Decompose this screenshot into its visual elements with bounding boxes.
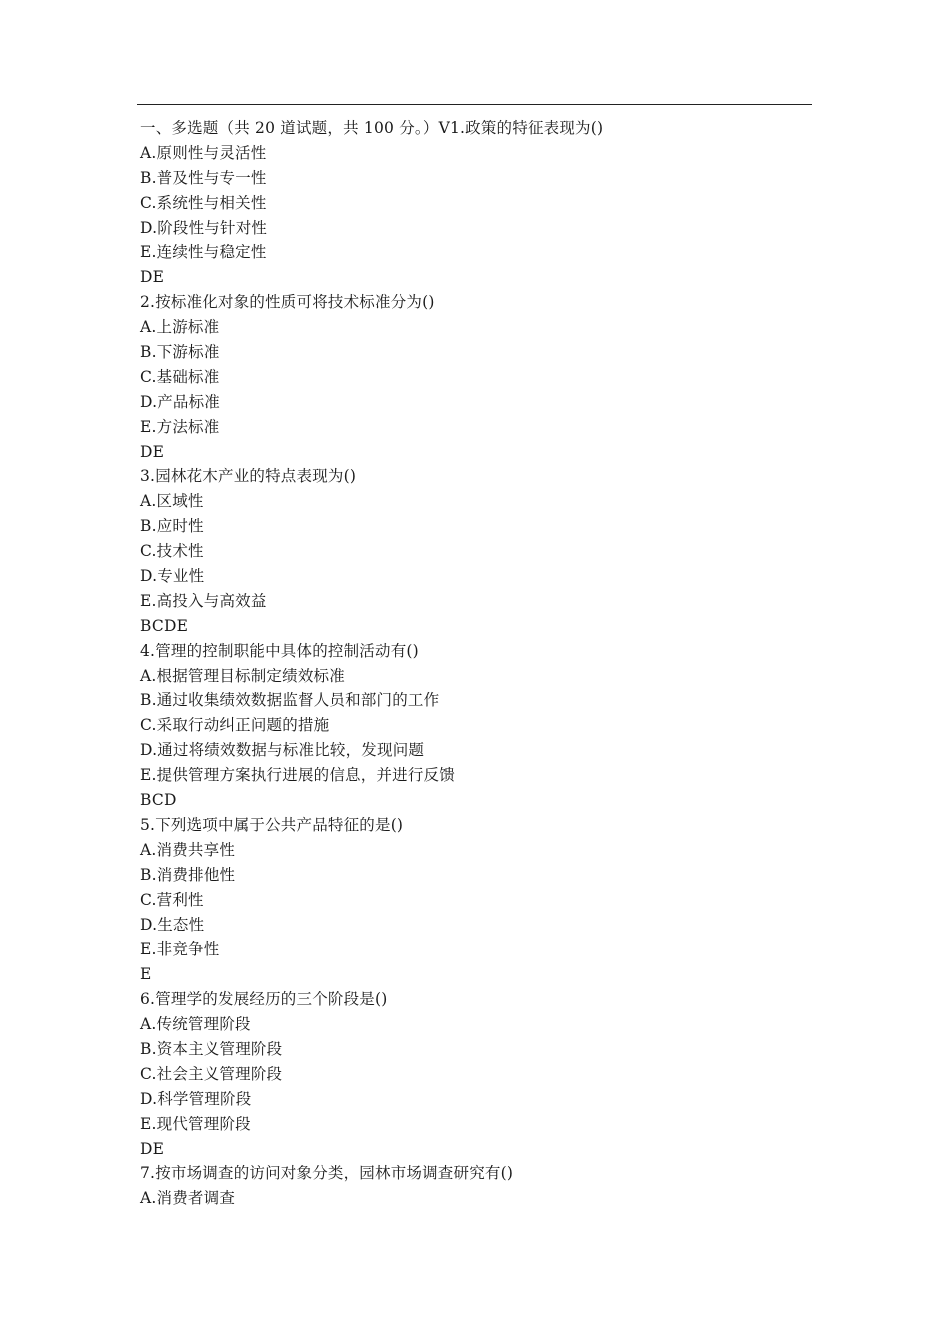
option: A.原则性与灵活性 bbox=[140, 143, 267, 162]
question-stem: 3.园林花木产业的特点表现为() bbox=[140, 467, 357, 486]
option: B.消费排他性 bbox=[140, 865, 236, 884]
option: C.营利性 bbox=[140, 890, 204, 909]
option: A.区域性 bbox=[140, 492, 204, 511]
answer: BCD bbox=[140, 791, 177, 810]
option: B.应时性 bbox=[140, 517, 204, 536]
section-header: 一、多选题（共 20 道试题，共 100 分。）V1.政策的特征表现为() bbox=[140, 119, 604, 137]
option: C.社会主义管理阶段 bbox=[140, 1064, 283, 1083]
option: E.方法标准 bbox=[140, 417, 220, 436]
answer: E bbox=[140, 965, 152, 984]
option: C.采取行动纠正问题的措施 bbox=[140, 716, 330, 735]
option: E.连续性与稳定性 bbox=[140, 243, 267, 262]
option: B.通过收集绩效数据监督人员和部门的工作 bbox=[140, 691, 440, 710]
option: E.高投入与高效益 bbox=[140, 591, 267, 610]
option: D.生态性 bbox=[140, 915, 205, 934]
answer: DE bbox=[140, 1139, 165, 1158]
option: A.上游标准 bbox=[140, 318, 220, 337]
option: A.消费者调查 bbox=[140, 1189, 236, 1208]
option: C.系统性与相关性 bbox=[140, 193, 267, 212]
answer: DE bbox=[140, 442, 165, 461]
option: D.通过将绩效数据与标准比较，发现问题 bbox=[140, 741, 425, 760]
option: C.技术性 bbox=[140, 542, 204, 561]
question-stem: 2.按标准化对象的性质可将技术标准分为() bbox=[140, 293, 435, 312]
option: A.根据管理目标制定绩效标准 bbox=[140, 666, 345, 685]
option: E.提供管理方案执行进展的信息，并进行反馈 bbox=[140, 766, 455, 785]
option: D.产品标准 bbox=[140, 392, 221, 411]
option: E.非竞争性 bbox=[140, 940, 220, 959]
answer: DE bbox=[140, 268, 165, 287]
option: D.专业性 bbox=[140, 567, 205, 586]
question-stem: 6.管理学的发展经历的三个阶段是() bbox=[140, 990, 388, 1009]
question-stem: 7.按市场调查的访问对象分类，园林市场调查研究有() bbox=[140, 1164, 514, 1183]
option: B.下游标准 bbox=[140, 343, 220, 362]
option: D.阶段性与针对性 bbox=[140, 218, 268, 237]
option: A.消费共享性 bbox=[140, 840, 236, 859]
option: B.资本主义管理阶段 bbox=[140, 1039, 283, 1058]
option: B.普及性与专一性 bbox=[140, 168, 267, 187]
answer: BCDE bbox=[140, 616, 189, 635]
option: A.传统管理阶段 bbox=[140, 1015, 251, 1034]
option: D.科学管理阶段 bbox=[140, 1089, 252, 1108]
option: C.基础标准 bbox=[140, 367, 220, 386]
option: E.现代管理阶段 bbox=[140, 1114, 251, 1133]
question-stem: 5.下列选项中属于公共产品特征的是() bbox=[140, 815, 404, 834]
header-rule bbox=[137, 104, 812, 105]
question-stem: 4.管理的控制职能中具体的控制活动有() bbox=[140, 641, 419, 660]
question-list bbox=[140, 116, 820, 1211]
